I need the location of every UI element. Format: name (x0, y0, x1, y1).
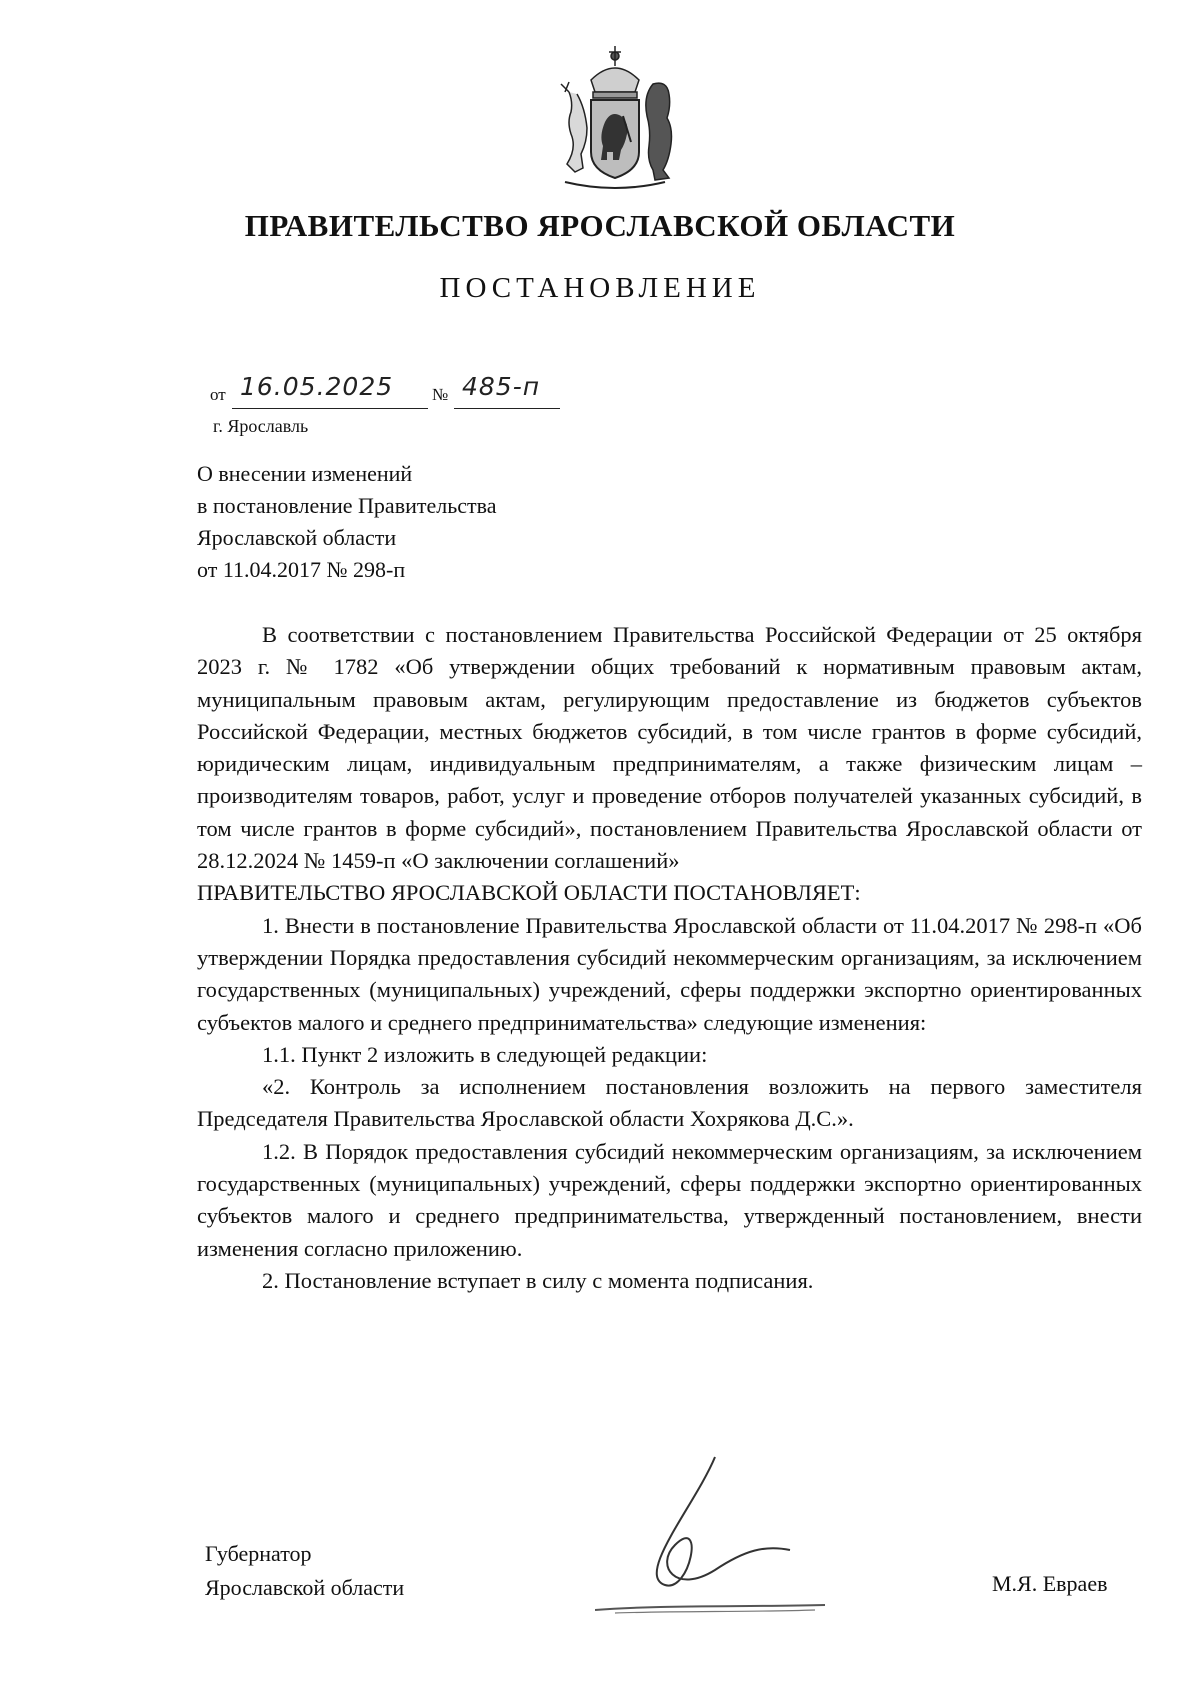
subject-line: от 11.04.2017 № 298-п (197, 557, 406, 582)
document-type: ПОСТАНОВЛЕНИЕ (439, 272, 761, 304)
number-underline (454, 408, 560, 409)
decree-line: ПРАВИТЕЛЬСТВО ЯРОСЛАВСКОЙ ОБЛАСТИ ПОСТАНОВЛЯЕТ: (197, 880, 861, 906)
document-body (197, 619, 1142, 1297)
subject-line: в постановление Правительства (197, 493, 497, 518)
signatory-name: М.Я. Евраев (992, 1571, 1108, 1596)
item-1-2-paragraph: 1.2. В Порядок предоставления субсидий некоммерческим организациям, за исключением государственных (муниципальных) учреждений, сферы поддержки экспортно ориентированных субъектов малого и среднего предпринимательства, утвержденный постановлением, внести изменения согласно приложению. (197, 1138, 1142, 1261)
date-prefix: от (210, 385, 226, 404)
government-title: ПРАВИТЕЛЬСТВО ЯРОСЛАВСКОЙ ОБЛАСТИ (244, 208, 956, 243)
preamble-paragraph: В соответствии с постановлением Правительства Российской Федерации от 25 октября 2023 г. № 1782 «Об утверждении общих требований к нормативным правовым актам, муниципальным правовым актам, регулирующим предоставление из бюджетов субъектов Российской Федерации, местных бюджетов субсидий, в том числе грантов в форме субсидий, юридическим лицам, индивидуальным предпринимателям, а также физическим лицам – производителям товаров, работ, услуг и проведение отборов получателей указанных субсидий, в том числе грантов в форме субсидий», постановлением Правительства Ярославской области от 28.12.2024 № 1459-п «О заключении соглашений» (197, 622, 1142, 874)
item-1-1-quote-paragraph: «2. Контроль за исполнением постановления возложить на первого заместителя Председателя Правительства Ярославской области Хохрякова Д.С.». (197, 1074, 1142, 1132)
item-2-paragraph: 2. Постановление вступает в силу с момента подписания. (262, 1267, 814, 1293)
document-date-number (210, 372, 630, 408)
date-underline (232, 408, 428, 409)
position-line: Губернатор (205, 1541, 312, 1566)
position-line: Ярославской области (205, 1575, 405, 1600)
coat-of-arms-icon (535, 42, 695, 192)
subject-line: О внесении изменений (197, 461, 413, 486)
item-1-1-paragraph: 1.1. Пункт 2 изложить в следующей редакции: (262, 1041, 708, 1067)
subject-line: Ярославской области (197, 525, 397, 550)
item-1-paragraph: 1. Внести в постановление Правительства Ярославской области от 11.04.2017 № 298-п «Об утверждении Порядка предоставления субсидий некоммерческим организациям, за исключением государственных (муниципальных) учреждений, сферы поддержки экспортно ориентированных субъектов малого и среднего предпринимательства» следующие изменения: (197, 912, 1142, 1035)
number-prefix: № (432, 385, 449, 404)
handwritten-signature (595, 1455, 835, 1630)
city: г. Ярославль (213, 416, 309, 436)
signatory-position (205, 1537, 404, 1605)
date-value: 16.05.2025 (240, 372, 394, 401)
number-value: 485-п (462, 372, 541, 401)
document-subject (197, 458, 497, 586)
